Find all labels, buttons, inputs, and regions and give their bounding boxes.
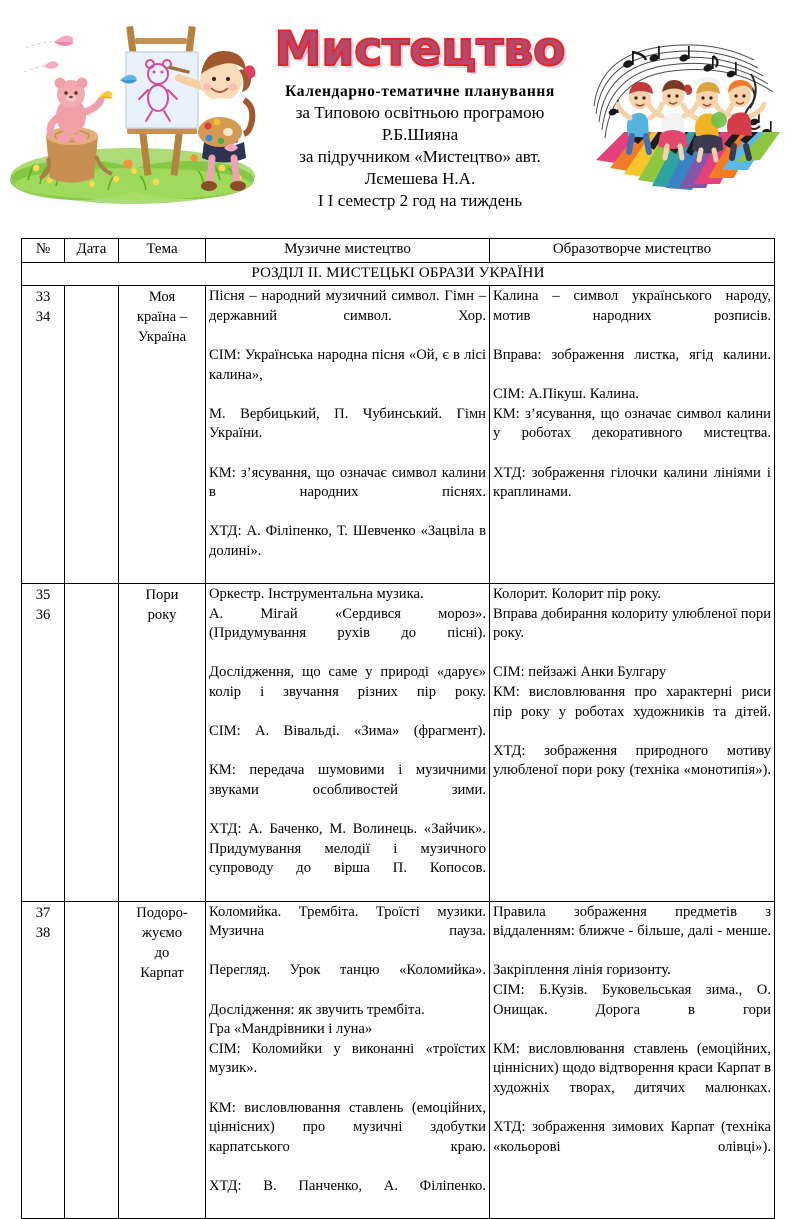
music-paragraph: Коломийка. Трембіта. Троїсті музики. Музична пауза. xyxy=(209,903,486,940)
girl-painting-teddy-bear-icon xyxy=(8,8,258,223)
art-paragraph: ХТД: зображення природного мотиву улюбленої пори року (техніка «монотипія»). xyxy=(493,742,771,779)
music-paragraph: КМ: висловлювання ставлень (емоційних, ціннісних) про музичні здобутки карпатського краю. xyxy=(209,1099,486,1155)
music-paragraph: СІМ: Українська народна пісня «Ой, є в лісі калина», xyxy=(209,346,486,383)
row-art-content xyxy=(490,584,775,902)
music-paragraph: М. Вербицький, П. Чубинський. Гімн України. xyxy=(209,405,486,442)
row-theme xyxy=(119,286,206,584)
music-paragraph: ХТД: А. Філіпенко, Т. Шевченко «Зацвіла в долині». xyxy=(209,523,486,559)
lesson-number: 38 xyxy=(35,924,51,941)
theme-line: країна – xyxy=(136,309,188,326)
art-paragraph: Вправа добирання колориту улюбленої пори року. xyxy=(493,605,771,642)
subtitle-textbook-author: Лємешева Н.А. xyxy=(364,169,476,188)
lesson-number: 37 xyxy=(35,904,51,921)
art-paragraph: КМ: з’ясування, що означає символ калини у роботах декоративного мистецтва. xyxy=(493,405,771,442)
music-paragraph: А. Мігай «Сердився мороз». (Придумування рухів до пісні). xyxy=(209,605,486,642)
music-paragraph: ХТД: В. Панченко, А. Філіпенко. xyxy=(209,1177,486,1194)
art-paragraph: КМ: висловлювання про характерні риси пір року у роботах художників та дітей. xyxy=(493,684,771,720)
theme-line: Моя xyxy=(148,289,176,306)
art-paragraph: Правила зображення предметів з віддаленням: ближче - більше, далі - менше. xyxy=(493,903,771,940)
art-paragraph: СІМ: Б.Кузів. Буковельськая зима., О. Онищак. Дорога в гори xyxy=(493,981,771,1018)
lesson-number: 35 xyxy=(35,587,51,604)
row-art-content xyxy=(490,901,775,1219)
music-paragraph: СІМ: А. Вівальді. «Зима» (фрагмент). xyxy=(209,723,486,740)
art-paragraph: Калина – символ українського народу, мотив народних розписів. xyxy=(493,288,771,324)
planning-table xyxy=(21,238,775,1219)
row-numbers xyxy=(22,584,65,902)
column-header-art: Образотворче мистецтво xyxy=(490,239,775,263)
art-paragraph: ХТД: зображення гілочки калини лініями і краплинами. xyxy=(493,464,771,501)
row-theme xyxy=(119,901,206,1219)
art-paragraph: Вправа: зображення листка, ягід калини. xyxy=(493,346,771,363)
theme-line: Україна xyxy=(137,329,187,346)
children-rainbow-piano-icon xyxy=(588,28,784,224)
column-header-date: Дата xyxy=(65,239,119,263)
theme-line: жуємо xyxy=(141,924,183,941)
column-header-theme: Тема xyxy=(119,239,206,263)
row-date xyxy=(65,584,119,902)
art-paragraph: КМ: висловлювання ставлень (емоційних, ціннісних) щодо відтворення краси Карпат в художніх творах, дитячих малюнках. xyxy=(493,1040,771,1096)
music-paragraph: Пісня – народний музичний символ. Гімн – державний символ. Хор. xyxy=(209,288,486,324)
document-header xyxy=(0,0,794,232)
music-paragraph: ХТД: А. Баченко, М. Волинець. «Зайчик». Придумування мелодії і музичного супроводу до вірша П. Копосов. xyxy=(209,821,486,877)
row-music-content xyxy=(206,901,490,1219)
row-music-content xyxy=(206,286,490,584)
subtitle-program: за Типовою освітньою програмою xyxy=(295,103,545,122)
subtitle-semester: І І семестр 2 год на тиждень xyxy=(317,191,523,210)
art-paragraph: ХТД: зображення зимових Карпат (техніка «кольорові олівці»). xyxy=(493,1119,771,1155)
row-numbers xyxy=(22,286,65,584)
row-numbers xyxy=(22,901,65,1219)
table-row xyxy=(22,286,775,584)
subtitle-planning: Календарно-тематичне планування xyxy=(285,83,555,100)
art-paragraph: Колорит. Колорит пір року. xyxy=(493,586,661,603)
column-header-number: № xyxy=(22,239,65,263)
lesson-number: 34 xyxy=(35,309,51,326)
section-title-row xyxy=(22,262,775,286)
music-paragraph: СІМ: Коломийки у виконанні «троїстих музик». xyxy=(209,1040,486,1077)
row-date xyxy=(65,901,119,1219)
subtitle-program-author: Р.Б.Шияна xyxy=(381,125,459,144)
theme-line: року xyxy=(147,607,177,624)
subtitle-textbook: за підручником «Мистецтво» авт. xyxy=(299,147,541,166)
music-paragraph: КМ: з’ясування, що означає символ калини в народних піснях. xyxy=(209,464,486,501)
music-paragraph: Перегляд. Урок танцю «Коломийка». xyxy=(209,962,486,979)
lesson-number: 36 xyxy=(35,607,51,624)
row-art-content xyxy=(490,286,775,584)
art-paragraph: СІМ: А.Пікуш. Калина. xyxy=(493,386,639,403)
table-row xyxy=(22,584,775,902)
art-paragraph: Закріплення лінія горизонту. xyxy=(493,962,671,979)
lesson-number: 33 xyxy=(35,289,51,306)
music-paragraph: КМ: передача шумовими і музичними звуками особливостей зими. xyxy=(209,762,486,799)
music-paragraph: Гра «Мандрівники і луна» xyxy=(209,1021,373,1038)
table-row xyxy=(22,901,775,1219)
column-header-music: Музичне мистецтво xyxy=(206,239,490,263)
row-date xyxy=(65,286,119,584)
row-music-content xyxy=(206,584,490,902)
music-paragraph: Дослідження: як звучить трембіта. xyxy=(209,1001,425,1018)
theme-line: до xyxy=(154,944,170,961)
music-paragraph: Дослідження, що саме у природі «дарує» колір і звучання різних пір року. xyxy=(209,664,486,701)
planning-table-wrap xyxy=(21,238,774,1219)
section-title: РОЗДІЛ ІІ. МИСТЕЦЬКІ ОБРАЗИ УКРАЇНИ xyxy=(22,262,775,286)
table-header-row xyxy=(22,239,775,263)
page-title: Мистецтво xyxy=(274,22,566,77)
row-theme xyxy=(119,584,206,902)
theme-line: Пори xyxy=(145,587,179,604)
art-paragraph: СІМ: пейзажі Анки Булгару xyxy=(493,664,667,681)
music-paragraph: Оркестр. Інструментальна музика. xyxy=(209,586,424,603)
theme-line: Карпат xyxy=(140,964,184,981)
header-text-block xyxy=(240,22,600,212)
theme-line: Подоро- xyxy=(136,904,188,921)
